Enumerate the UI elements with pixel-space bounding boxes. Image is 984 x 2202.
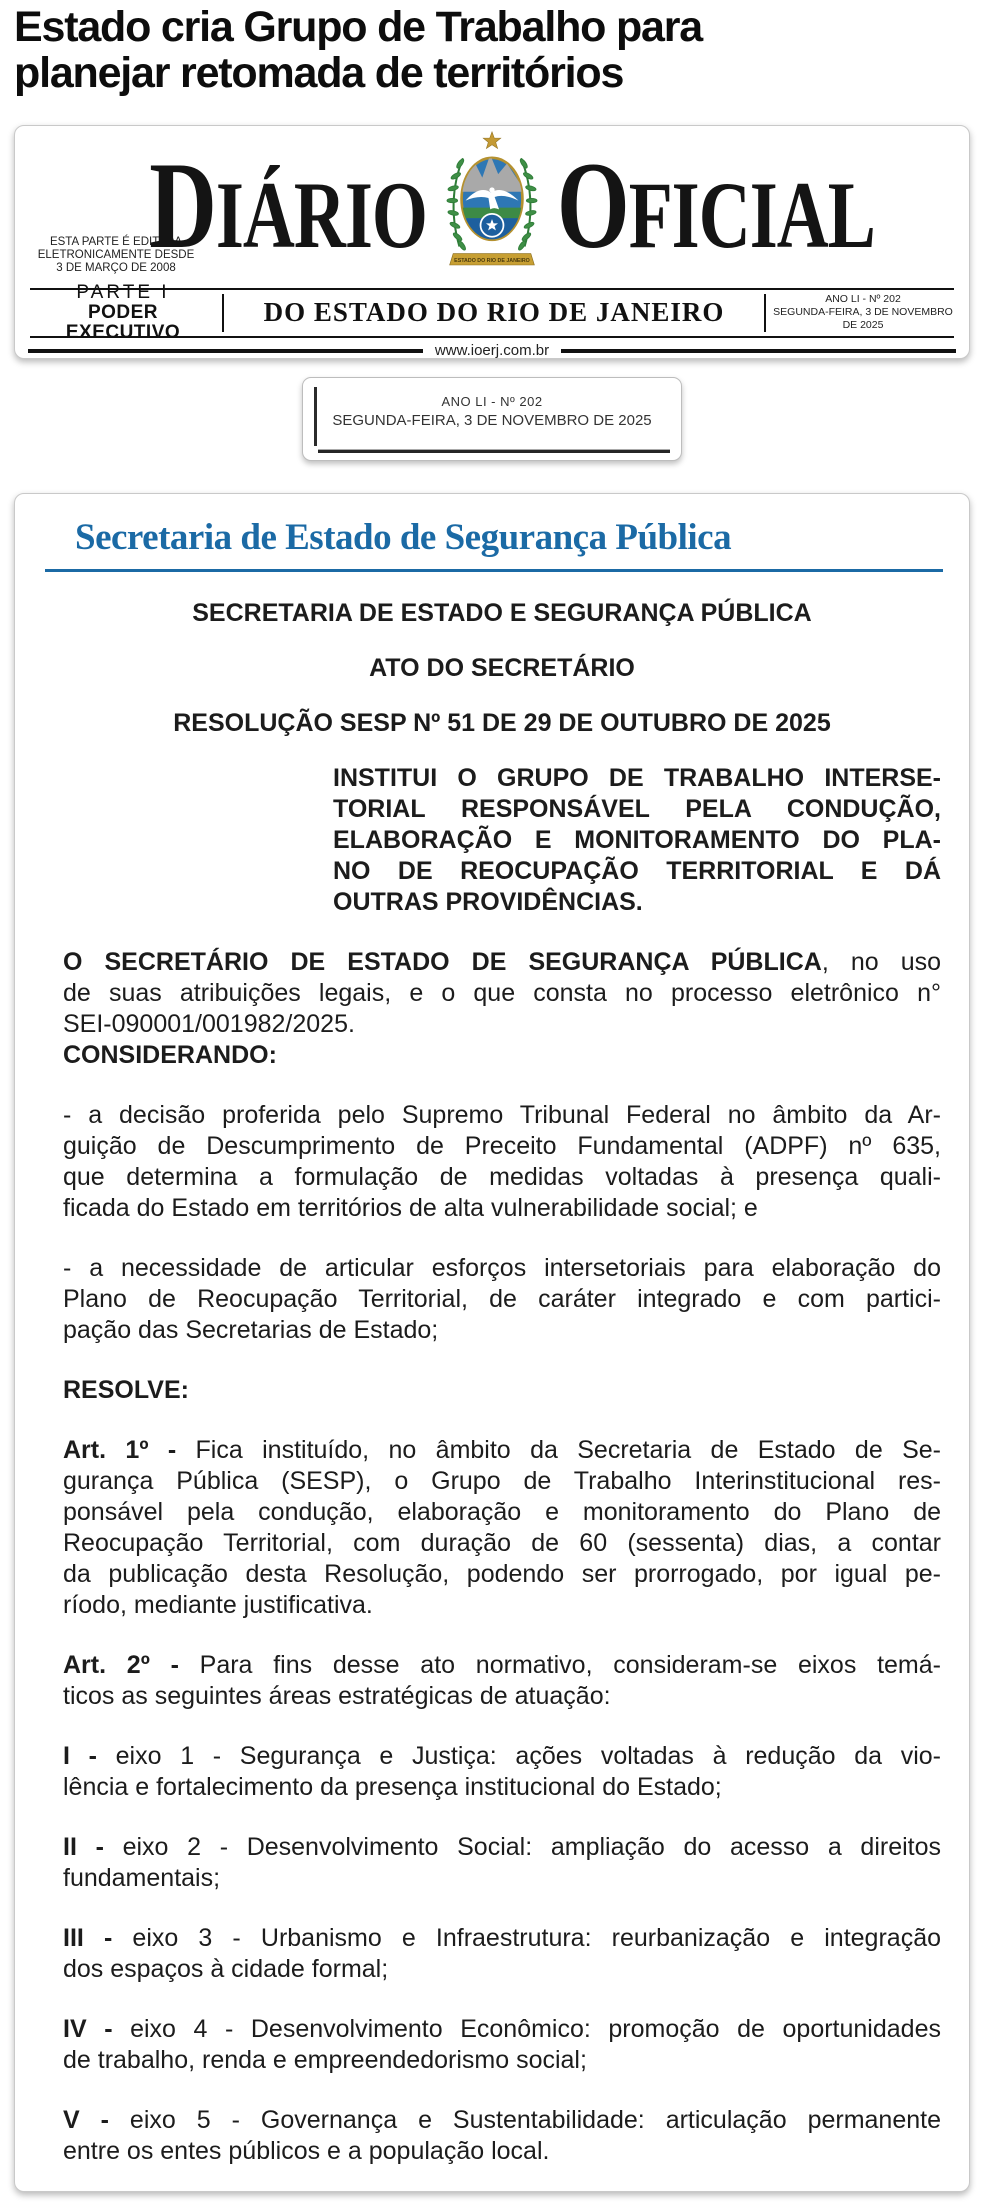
- doc-block-para: [63, 2014, 941, 2076]
- doc-block-para: [63, 1923, 941, 1985]
- doc-line: - a necessidade de articular esforços intersetoriais para elaboração do: [63, 1253, 941, 1282]
- doc-line: Reocupação Territorial, com duração de 60 (sessenta) dias, a contar: [63, 1528, 941, 1557]
- doc-line: NO DE REOCUPAÇÃO TERRITORIAL E DÁ: [333, 856, 941, 885]
- doc-line: que determina a formulação de medidas voltadas à presença quali-: [63, 1162, 941, 1191]
- column-divider: [222, 294, 224, 332]
- section-title: Secretaria de Estado de Segurança Pública: [75, 516, 732, 558]
- doc-line: dos espaços à cidade formal;: [63, 1954, 389, 1983]
- doc-line: I - eixo 1 - Segurança e Justiça: ações voltadas à redução da vio-: [63, 1741, 942, 1770]
- section-title-wrap: [45, 516, 943, 572]
- issue-info-line1: ANO LI - Nº 202: [825, 293, 901, 306]
- doc-block-center: ATO DO SECRETÁRIO: [369, 653, 635, 682]
- mountains: [462, 155, 522, 192]
- issue-box-line1: ANO LI - Nº 202: [441, 393, 543, 409]
- doc-block-center: SECRETARIA DE ESTADO E SEGURANÇA PÚBLICA: [192, 598, 812, 627]
- website-rule-right: [561, 349, 956, 353]
- doc-block-center: RESOLUÇÃO SESP Nº 51 DE 29 DE OUTUBRO DE 2025: [173, 708, 831, 737]
- doc-line: ponsável pela condução, elaboração e monitoramento do Plano de: [63, 1497, 941, 1526]
- doc-line: Plano de Reocupação Territorial, de caráter integrado e com partici-: [63, 1284, 941, 1313]
- doc-line: ticos as seguintes áreas estratégicas de atuação:: [63, 1681, 611, 1710]
- masthead-title-right: OFICIAL: [556, 138, 875, 275]
- issue-info: [770, 293, 956, 332]
- doc-line: fundamentais;: [63, 1863, 221, 1892]
- doc-line: da publicação desta Resolução, podendo ser prorrogado, por igual pe-: [63, 1559, 941, 1588]
- doc-block-para: [63, 1375, 941, 1406]
- issue-date-box: [302, 377, 682, 461]
- power-label: PODER EXECUTIVO: [65, 301, 181, 343]
- gazette-masthead-card: [14, 125, 970, 359]
- column-divider: [764, 294, 766, 332]
- doc-line: IV - eixo 4 - Desenvolvimento Econômico: promoção de oportunidades: [63, 2014, 941, 2043]
- doc-line: guição de Descumprimento de Preceito Fundamental (ADPF) nº 635,: [63, 1131, 941, 1160]
- website-row: [28, 340, 956, 362]
- doc-line: ELABORAÇÃO E MONITORAMENTO DO PLA-: [333, 825, 941, 854]
- doc-line: - a decisão proferida pelo Supremo Tribunal Federal no âmbito da Ar-: [63, 1100, 941, 1129]
- doc-line: lência e fortalecimento da presença institucional do Estado;: [63, 1772, 722, 1801]
- doc-block-para: [63, 1832, 941, 1894]
- doc-line: ficada do Estado em territórios de alta vulnerabilidade social; e: [63, 1193, 758, 1222]
- doc-block-para: [63, 1253, 941, 1346]
- issue-box-underline: [318, 449, 670, 453]
- doc-block-para: [63, 1741, 941, 1803]
- doc-line: II - eixo 2 - Desenvolvimento Social: ampliação do acesso a direitos: [63, 1832, 942, 1861]
- banner-text: ESTADO DO RIO DE JANEIRO: [454, 257, 530, 264]
- doc-line: de trabalho, renda e empreendedorismo social;: [63, 2045, 587, 2074]
- part-column: [28, 283, 218, 343]
- part-label: PARTE I: [76, 281, 170, 303]
- doc-line: V - eixo 5 - Governança e Sustentabilidade: articulação permanente: [63, 2105, 941, 2134]
- doc-line: Art. 2º - Para fins desse ato normativo, consideram-se eixos temá-: [63, 1650, 941, 1679]
- issue-box-left-bar: [314, 387, 317, 446]
- doc-block-para: [63, 1100, 941, 1224]
- document-body: [63, 598, 941, 2167]
- edited-note-line: ESTA PARTE É EDITADA: [49, 235, 183, 248]
- doc-block-para: [63, 1435, 941, 1621]
- doc-block-para: [63, 1650, 941, 1712]
- doc-line: pação das Secretarias de Estado;: [63, 1315, 439, 1344]
- doc-block-para: [63, 947, 941, 1071]
- doc-block-indent: [333, 763, 941, 918]
- page-headline: Estado cria Grupo de Trabalho para planejar retomada de territórios: [14, 3, 702, 98]
- masthead-title-left: DIÁRIO: [149, 138, 427, 275]
- document-card: [14, 493, 970, 2192]
- doc-line: entre os entes públicos e a população local.: [63, 2136, 550, 2165]
- coat-of-arms-icon: [439, 130, 545, 280]
- doc-block-para: [63, 2105, 941, 2167]
- masthead-columns: [28, 281, 956, 343]
- doc-line: TORIAL RESPONSÁVEL PELA CONDUÇÃO,: [333, 794, 941, 823]
- issue-info-line2: SEGUNDA-FEIRA, 3 DE NOVEMBRO DE 2025: [773, 306, 953, 332]
- website-rule-left: [28, 349, 423, 353]
- star-icon: [483, 132, 501, 149]
- masthead-row: [28, 126, 956, 288]
- website-text: www.ioerj.com.br: [434, 342, 550, 360]
- doc-line: SEI-090001/001982/2025.: [63, 1009, 355, 1038]
- gazette-subtitle: DO ESTADO DO RIO DE JANEIRO: [263, 297, 725, 328]
- doc-line: gurança Pública (SESP), o Grupo de Trabalho Interinstitucional res-: [63, 1466, 941, 1495]
- issue-box-line2: SEGUNDA-FEIRA, 3 DE NOVEMBRO DE 2025: [332, 411, 652, 429]
- doc-line: III - eixo 3 - Urbanismo e Infraestrutura: reurbanização e integração: [63, 1923, 941, 1952]
- doc-line: OUTRAS PROVIDÊNCIAS.: [333, 887, 643, 916]
- doc-line: ríodo, mediante justificativa.: [63, 1590, 373, 1619]
- edited-note-line: 3 DE MARÇO DE 2008: [56, 261, 176, 274]
- doc-line: Art. 1º - Fica instituído, no âmbito da Secretaria de Estado de Se-: [63, 1435, 941, 1464]
- doc-line: O SECRETÁRIO DE ESTADO DE SEGURANÇA PÚBLICA, no uso: [63, 947, 941, 976]
- doc-line: INSTITUI O GRUPO DE TRABALHO INTERSE-: [333, 763, 941, 792]
- doc-line: RESOLVE:: [63, 1375, 189, 1404]
- doc-line: CONSIDERANDO:: [63, 1040, 277, 1069]
- edited-note-line: ELETRONICAMENTE DESDE: [37, 248, 195, 261]
- doc-line: de suas atribuições legais, e o que consta no processo eletrônico n°: [63, 978, 941, 1007]
